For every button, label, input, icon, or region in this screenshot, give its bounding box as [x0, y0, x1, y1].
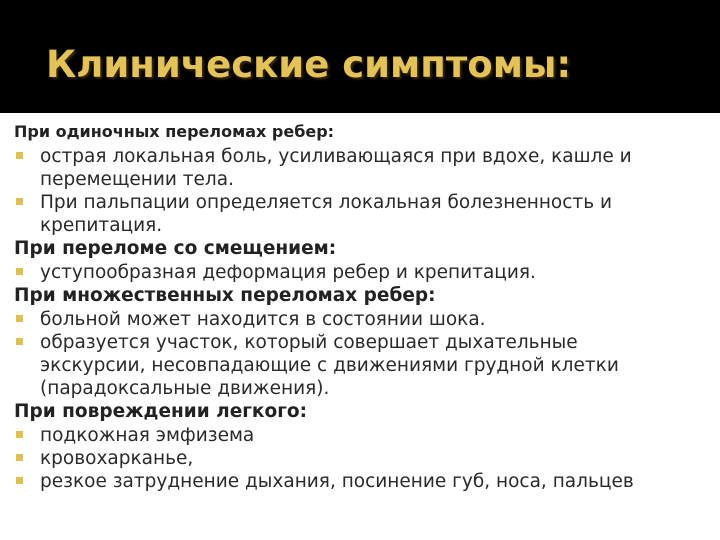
- list-item-line: резкое затруднение дыхания, посинение губ, носа, пальцев: [40, 471, 634, 492]
- list-item-line: образуется участок, который совершает дыхательные: [40, 332, 578, 353]
- list-item-line: подкожная эмфизема: [40, 425, 255, 446]
- section-lung-injury: [14, 400, 714, 493]
- section-single-fractures: [14, 121, 714, 237]
- bullet-list: [14, 261, 714, 284]
- bullet-list: [14, 145, 714, 237]
- bullet-list: [14, 424, 714, 493]
- list-item-line: уступообразная деформация ребер и крепитация.: [40, 262, 536, 283]
- slide-title: Клинические симптомы:: [46, 43, 572, 86]
- section-heading: При множественных переломах ребер:: [14, 285, 436, 306]
- list-item: [14, 308, 714, 331]
- square-bullet-icon: [16, 268, 23, 275]
- square-bullet-icon: [16, 152, 23, 159]
- square-bullet-icon: [16, 431, 23, 438]
- list-item: [14, 261, 714, 284]
- list-item: [14, 145, 714, 191]
- list-item: [14, 447, 714, 470]
- list-item-line: крепитация.: [40, 215, 163, 236]
- section-multiple-fractures: [14, 284, 714, 400]
- list-item-line: острая локальная боль, усиливающаяся при вдохе, кашле и: [40, 146, 632, 167]
- square-bullet-icon: [16, 338, 23, 345]
- section-heading: При повреждении легкого:: [14, 401, 307, 422]
- square-bullet-icon: [16, 477, 23, 484]
- square-bullet-icon: [16, 454, 23, 461]
- list-item: [14, 191, 714, 237]
- bullet-list: [14, 308, 714, 400]
- list-item: [14, 331, 714, 400]
- section-displaced-fracture: [14, 237, 714, 284]
- list-item: [14, 424, 714, 447]
- list-item-line: (парадоксальные движения).: [40, 378, 330, 399]
- list-item-line: При пальпации определяется локальная болезненность и: [40, 192, 613, 213]
- square-bullet-icon: [16, 315, 23, 322]
- list-item-line: больной может находится в состоянии шока.: [40, 309, 486, 330]
- title-bar: [0, 0, 720, 113]
- list-item: [14, 470, 714, 493]
- list-item-line: экскурсии, несовпадающие с движениями грудной клетки: [40, 355, 619, 376]
- square-bullet-icon: [16, 198, 23, 205]
- section-heading: При одиночных переломах ребер:: [14, 122, 335, 141]
- list-item-line: перемещении тела.: [40, 169, 234, 190]
- slide-content: [14, 121, 714, 493]
- list-item-line: кровохарканье,: [40, 448, 194, 469]
- section-heading: При переломе со смещением:: [14, 238, 337, 259]
